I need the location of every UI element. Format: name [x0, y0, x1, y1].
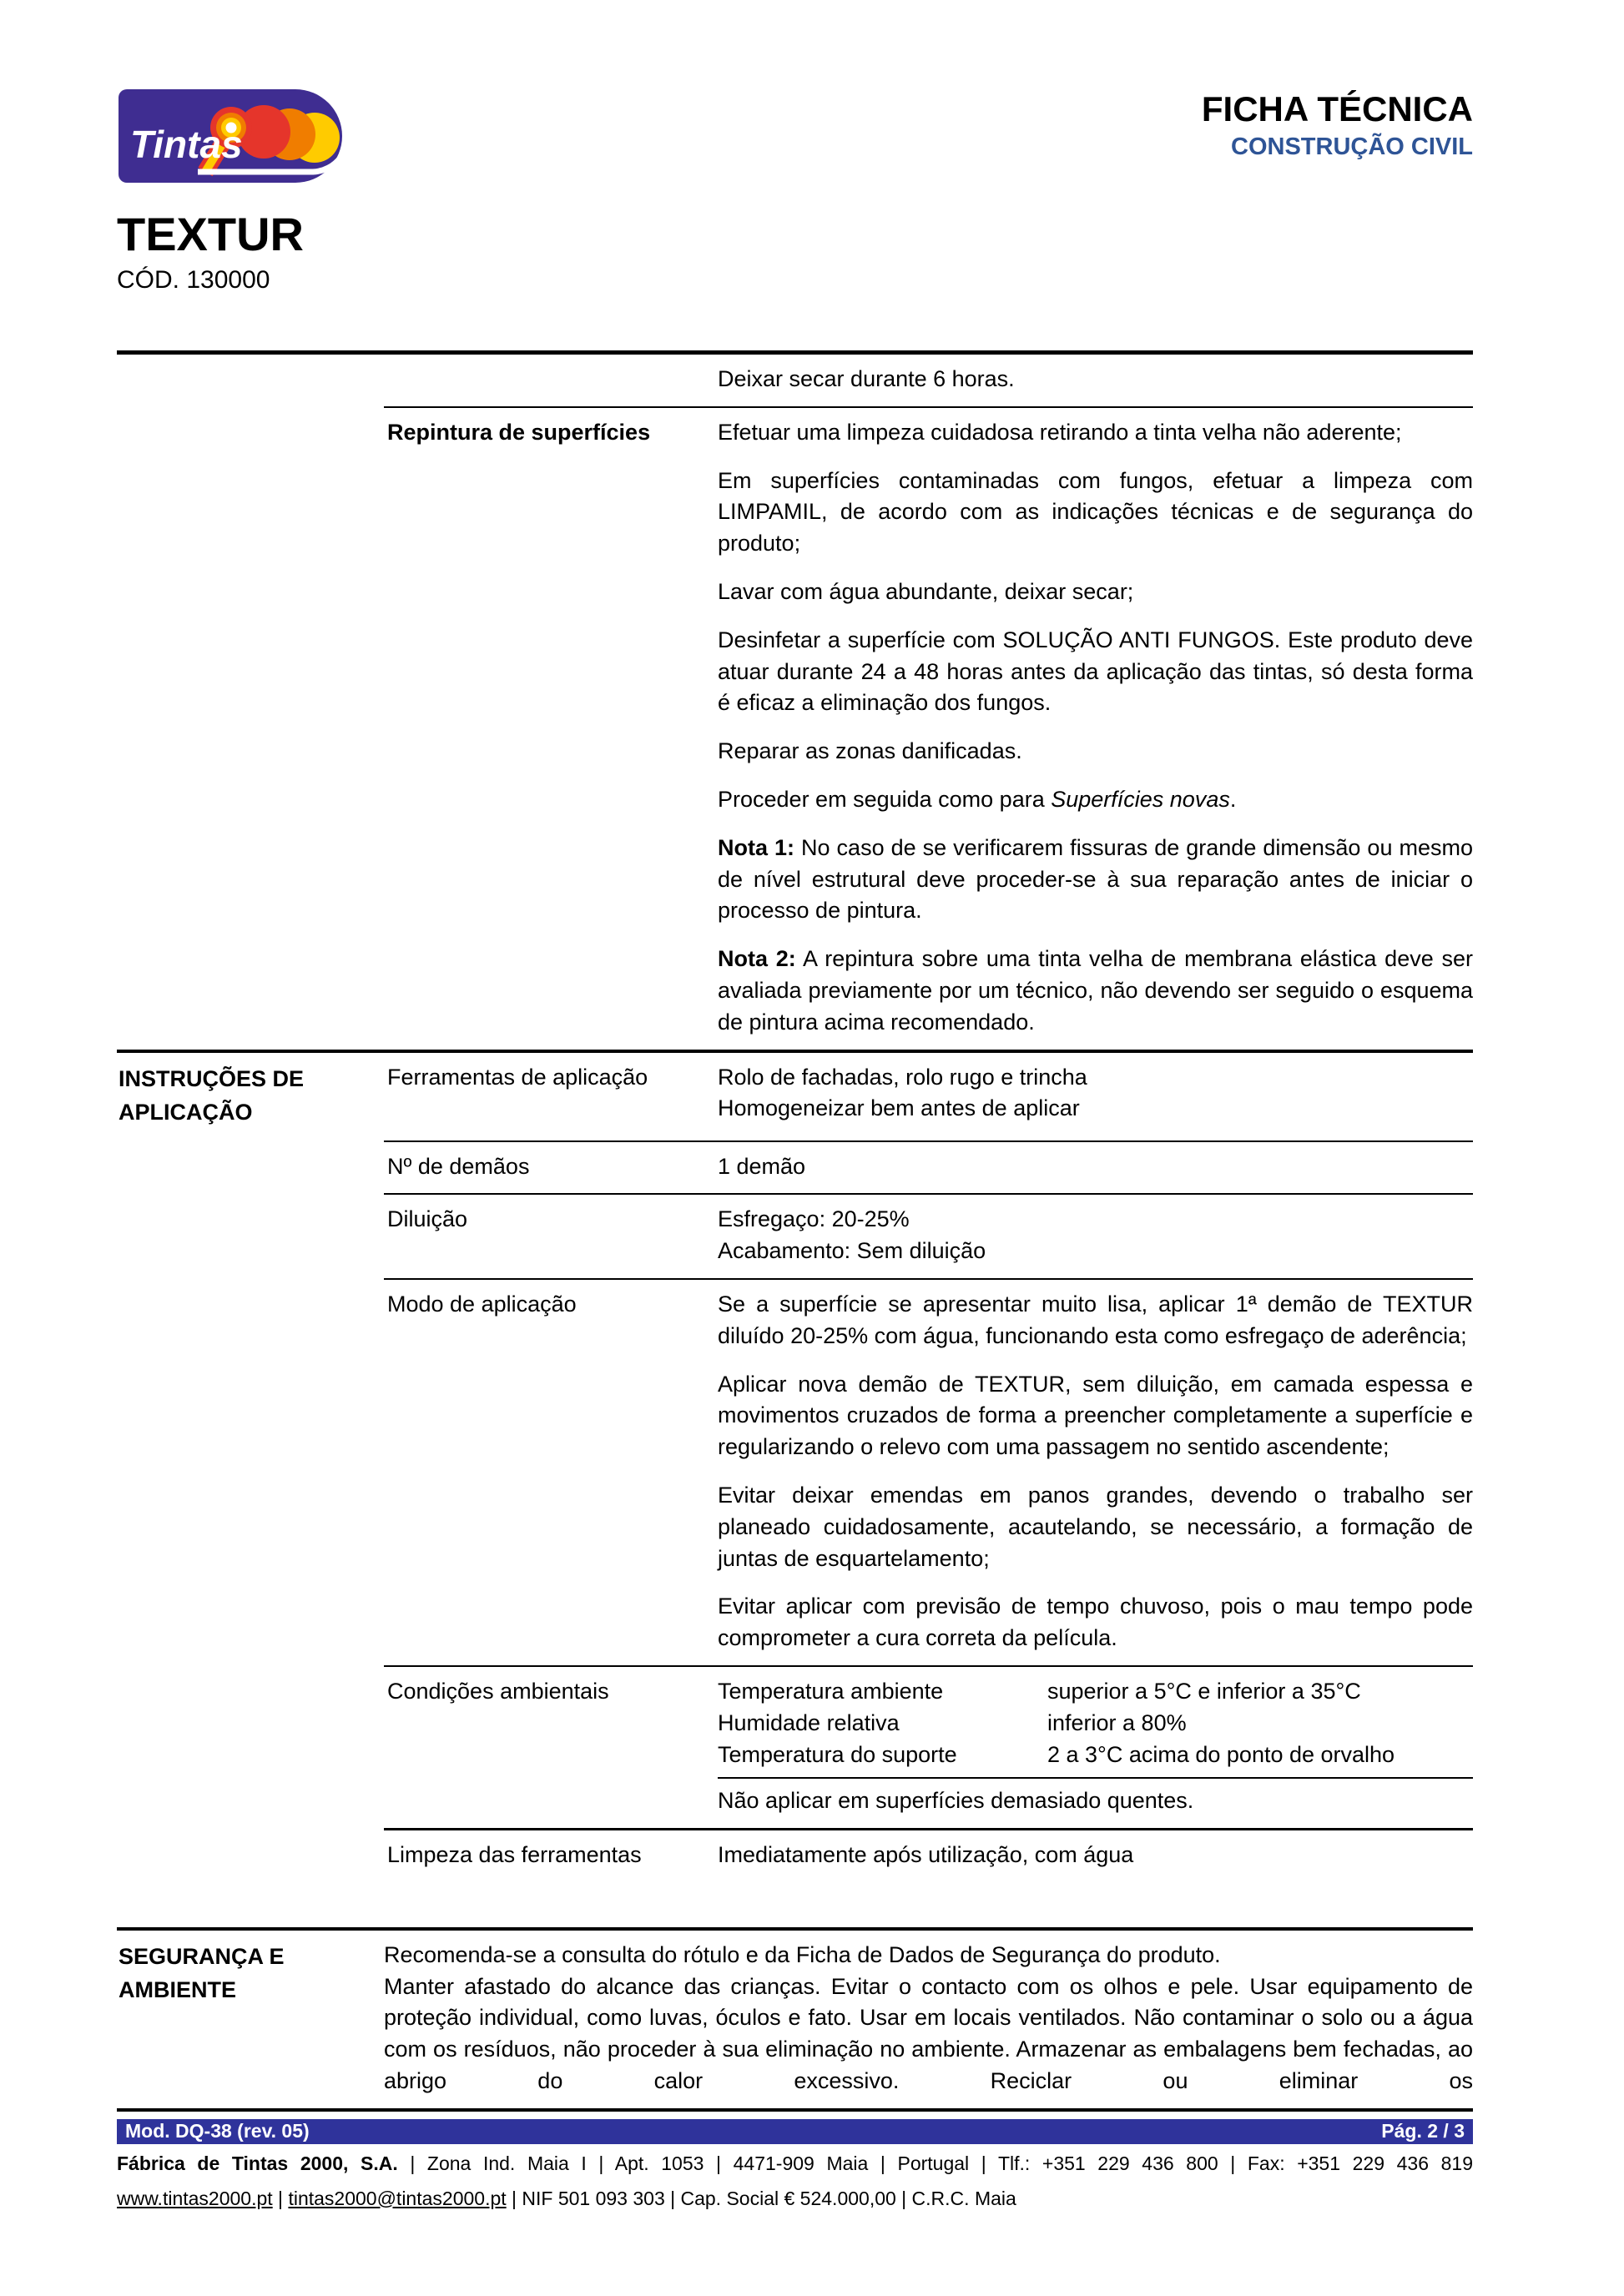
paragraph: Acabamento: Sem diluição [718, 1238, 986, 1264]
paragraph: Imediatamente após utilização, com água [718, 1842, 1134, 1868]
spec-table [117, 350, 1473, 2112]
ambient-conditions-table [718, 1676, 1473, 1770]
cond-value: superior a 5°C e inferior a 35°C [1047, 1678, 1361, 1704]
row-label-repaint: Repintura de superfícies [387, 419, 651, 445]
paragraph: Aplicar nova demão de TEXTUR, sem diluição, em camada espessa e movimentos cruzados de forma a preencher completamente a superfície e regularizando o relevo com uma passagem no sentido ascendente; [718, 1371, 1473, 1460]
footer-page-number: Pág. 2 / 3 [1381, 2119, 1465, 2142]
logo-graphic [117, 86, 355, 189]
section-label-cell-empty [117, 362, 384, 395]
paragraph: Desinfetar a superfície com SOLUÇÃO ANTI FUNGOS. Este produto deve atuar durante 24 a 48 horas antes da aplicação das tintas, só desta forma é eficaz a eliminação dos fungos. [718, 627, 1473, 716]
paragraph: Esfregaço: 20-25% [718, 1206, 910, 1232]
paragraph: Se a superfície se apresentar muito lisa, aplicar 1ª demão de TEXTUR diluído 20-25% com água, funcionando esta como esfregaço de aderência; [718, 1291, 1473, 1348]
paragraph-nota1: Nota 1: No caso de se verificarem fissuras de grande dimensão ou mesmo de nível estrutural deve proceder-se à sua reparação antes de iniciar o processo de pintura. [718, 834, 1473, 924]
footer-bar [117, 2119, 1473, 2144]
website-link[interactable]: www.tintas2000.pt [117, 2187, 273, 2209]
row-label-diluicao: Diluição [387, 1206, 468, 1232]
product-code: CÓD. 130000 [117, 265, 270, 294]
paragraph: 1 demão [718, 1153, 806, 1179]
doc-subtype: CONSTRUÇÃO CIVIL [1231, 133, 1473, 161]
row-label-demaos: Nº de demãos [387, 1153, 530, 1179]
paragraph: Evitar deixar emendas em panos grandes, devendo o trabalho ser planeado cuidadosamente, acautelando, se necessário, a formação de juntas de esquartelamento; [718, 1482, 1473, 1571]
paragraph: Evitar aplicar com previsão de tempo chuvoso, pois o mau tempo pode comprometer a cura correta da película. [718, 1594, 1473, 1651]
tintas2000-logo [117, 86, 355, 189]
paragraph: Rolo de fachadas, rolo rugo e trincha [718, 1064, 1087, 1090]
row-value-cell [718, 362, 1473, 395]
row-demaos [117, 1142, 1473, 1194]
row-diluicao [117, 1195, 1473, 1278]
row-value-cell [718, 415, 1473, 1039]
row-label-limpeza: Limpeza das ferramentas [387, 1842, 642, 1868]
row-drying [117, 350, 1473, 406]
row-label-cell-empty [384, 362, 718, 395]
address-line-2: www.tintas2000.pt | tintas2000@tintas2000.pt | NIF 501 093 303 | Cap. Social € 524.000,00 | C.R.C. Maia [117, 2187, 1016, 2209]
cond-note-wrap [718, 1777, 1473, 1817]
paragraph: Efetuar uma limpeza cuidadosa retirando a tinta velha não aderente; [718, 419, 1402, 445]
paragraph: Homogeneizar bem antes de aplicar [718, 1095, 1080, 1121]
paragraph-nota2: Nota 2: A repintura sobre uma tinta velha de membrana elástica deve ser avaliada previamente por um técnico, não devendo ser seguido o esquema de pintura acima recomendado. [718, 946, 1473, 1035]
paragraph: Não aplicar em superfícies demasiado quentes. [718, 1788, 1194, 1814]
row-label-modo: Modo de aplicação [387, 1291, 577, 1317]
email-link[interactable]: tintas2000@tintas2000.pt [288, 2187, 507, 2209]
doc-meta [1202, 90, 1473, 164]
doc-type-title: FICHA TÉCNICA [1201, 89, 1473, 128]
row-label-condicoes: Condições ambientais [387, 1678, 609, 1704]
logo-brand-text: Tintas [130, 123, 243, 166]
page-footer [117, 2119, 1473, 2213]
company-registration-details: | NIF 501 093 303 | Cap. Social € 524.000,00 | C.R.C. Maia [506, 2187, 1016, 2209]
product-block [117, 210, 304, 295]
section-label-instrucoes: INSTRUÇÕES DE APLICAÇÃO [119, 1065, 305, 1125]
row-repaint [117, 408, 1473, 1050]
cond-label: Temperatura do suporte [718, 1741, 957, 1767]
nota2-label: Nota 2: [718, 946, 796, 972]
address-line-1 [117, 2149, 1473, 2179]
row-modo [117, 1280, 1473, 1665]
row-ferramentas [117, 1050, 1473, 1140]
nota1-label: Nota 1: [718, 834, 795, 860]
company-name: Fábrica de Tintas 2000, S.A. [117, 2152, 398, 2174]
paragraph: Lavar com água abundante, deixar secar; [718, 578, 1134, 604]
row-label-ferramentas: Ferramentas de aplicação [387, 1064, 648, 1090]
section-label-seguranca: SEGURANÇA E AMBIENTE [119, 1943, 285, 2003]
italic-reference: Superfícies novas [1051, 786, 1230, 812]
section-gap [117, 1882, 1473, 1927]
paragraph: Deixar secar durante 6 horas. [718, 366, 1015, 391]
address-details: | Zona Ind. Maia I | Apt. 1053 | 4471-909 Maia | Portugal | Tlf.: +351 229 436 800 | Fax: +351 229 436 819 [397, 2152, 1473, 2174]
row-seguranca [117, 1927, 1473, 2112]
cond-label: Humidade relativa [718, 1709, 900, 1735]
cond-label: Temperatura ambiente [718, 1678, 944, 1704]
footer-model-number: Mod. DQ-38 (rev. 05) [125, 2119, 310, 2142]
paragraph: Manter afastado do alcance das crianças. Evitar o contacto com os olhos e pele. Usar equipamento de proteção individual, como luvas, óculos e fato. Usar em locais ventilados. Não contaminar o solo ou a água com os resíduos, não proceder à sua eliminação no ambiente. Armazenar as embalagens bem fechadas, ao abrigo do calor excessivo. Reciclar ou eliminar os [384, 1973, 1473, 2094]
cond-value: inferior a 80% [1047, 1709, 1187, 1735]
paragraph: Recomenda-se a consulta do rótulo e da Ficha de Dados de Segurança do produto. [384, 1941, 1221, 1967]
row-limpeza [117, 1830, 1473, 1882]
product-title: TEXTUR [117, 208, 304, 260]
cond-value: 2 a 3°C acima do ponto de orvalho [1047, 1741, 1395, 1767]
row-condicoes [117, 1667, 1473, 1828]
paragraph: Em superfícies contaminadas com fungos, efetuar a limpeza com LIMPAMIL, de acordo com as indicações técnicas e de segurança do produto; [718, 467, 1473, 556]
paragraph: Proceder em seguida como para Superfícies novas. [718, 786, 1237, 812]
paragraph: Reparar as zonas danificadas. [718, 738, 1022, 764]
